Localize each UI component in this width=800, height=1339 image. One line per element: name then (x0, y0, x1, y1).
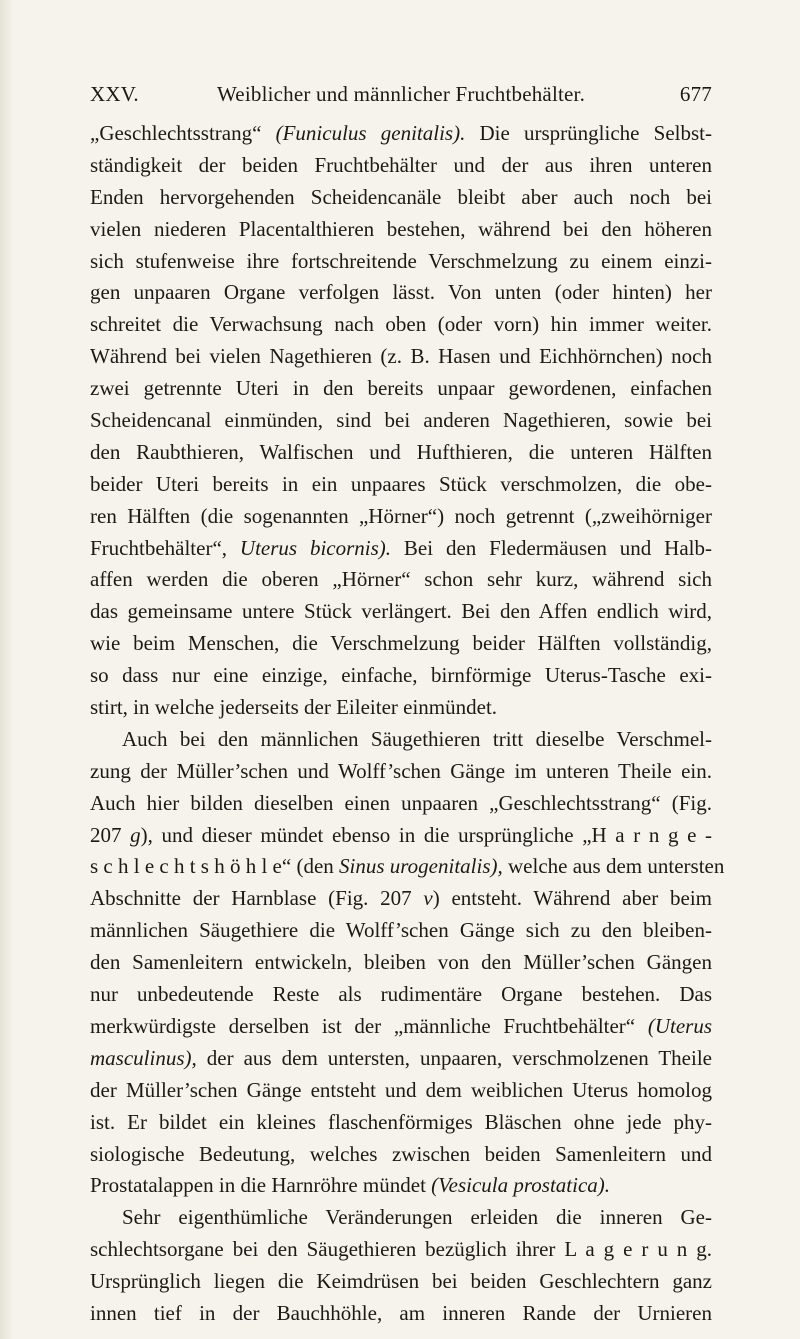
text-segment: schlechtsorgane bei den Säugethieren bezüglich ihrer L a g e r u n g. (90, 1237, 712, 1262)
text-segment: Prostatalappen in die Harnröhre mündet (90, 1173, 432, 1198)
running-title: Weiblicher und männlicher Fruchtbehälter. (216, 82, 586, 106)
text-line (90, 118, 712, 150)
text-segment: s c h l e c h t s h ö h l e“ (den (90, 854, 340, 879)
text-line (90, 724, 712, 756)
text-line (90, 1107, 712, 1139)
text-segment: so dass nur eine einzige, einfache, birnförmige Uterus-Tasche exi- (90, 663, 712, 688)
text-segment: das gemeinsame untere Stück verlängert. Bei den Affen endlich wird, (90, 599, 712, 624)
italic-text: v (423, 886, 433, 911)
text-segment: Bei den Fledermäusen und Halb- (391, 535, 712, 560)
text-segment: den Samenleitern entwickeln, bleiben von den Müller’schen Gängen (90, 950, 712, 975)
italic-text: masculinus), (90, 1045, 197, 1070)
text-line (90, 979, 712, 1011)
text-segment: beider Uteri bereits in ein unpaares Stück verschmolzen, die obe- (90, 471, 712, 496)
text-line (90, 596, 712, 628)
text-line (90, 437, 712, 469)
text-segment: affen werden die oberen „Hörner“ schon sehr kurz, während sich (90, 567, 712, 592)
text-segment: der Müller’schen Gänge entsteht und dem weiblichen Uterus homolog (90, 1077, 712, 1102)
text-line (90, 1075, 712, 1107)
text-line (90, 756, 712, 788)
text-segment: siologische Bedeutung, welches zwischen beiden Samenleitern und (90, 1141, 712, 1166)
text-line (90, 1139, 712, 1171)
text-segment: Auch hier bilden dieselben einen unpaaren „Geschlechtsstrang“ (Fig. (90, 790, 712, 815)
text-segment: Die ursprüngliche Selbst- (465, 121, 712, 145)
text-segment: ), und dieser mündet ebenso in die ursprüngliche „H a r n g e - (140, 822, 713, 847)
text-line (90, 915, 712, 947)
text-line (90, 405, 712, 437)
text-segment: schreitet die Verwachsung nach oben (oder vorn) hin immer weiter. (90, 312, 712, 337)
text-segment: nur unbedeutende Reste als rudimentäre Organe bestehen. Das (90, 982, 712, 1007)
running-header (90, 80, 712, 108)
text-line (90, 309, 712, 341)
text-segment: zwei getrennte Uteri in den bereits unpaar gewordenen, einfachen (90, 376, 712, 401)
text-line (90, 214, 712, 246)
text-line (90, 373, 712, 405)
text-line (90, 1298, 712, 1330)
text-line (90, 1043, 712, 1075)
text-line (90, 1011, 712, 1043)
text-line (90, 820, 712, 852)
text-line (90, 1234, 712, 1266)
text-line (90, 277, 712, 309)
text-line (90, 851, 725, 883)
text-segment: vielen niederen Placentalthieren bestehen, während bei den höheren (90, 216, 712, 241)
chapter-number: XXV. (90, 82, 139, 106)
text-segment: ständigkeit der beiden Fruchtbehälter und der aus ihren unteren (90, 152, 712, 177)
text-segment: ren Hälften (die sogenannten „Hörner“) noch getrennt („zweihörniger (90, 503, 712, 528)
text-segment: Scheidencanal einmünden, sind bei anderen Nagethieren, sowie bei (90, 408, 712, 433)
text-line (90, 1266, 712, 1298)
text-segment: den Raubthieren, Walfischen und Hufthieren, die unteren Hälften (90, 439, 712, 464)
text-segment: „Geschlechtsstrang“ (90, 121, 276, 145)
text-line (90, 341, 712, 373)
text-segment: Auch bei den männlichen Säugethieren tritt dieselbe Verschmel- (122, 726, 712, 751)
text-segment: wie beim Menschen, die Verschmelzung beider Hälften vollständig, (90, 631, 712, 656)
text-segment: 207 (90, 822, 131, 847)
text-line (90, 246, 712, 278)
text-segment: männlichen Säugethiere die Wolff’schen Gänge sich zu den bleiben- (90, 918, 712, 943)
text-segment: der aus dem untersten, unpaaren, verschmolzenen Theile (196, 1045, 712, 1070)
text-segment: innen tief in der Bauchhöhle, am inneren Rande der Urnieren (90, 1300, 712, 1325)
text-segment: Ursprünglich liegen die Keimdrüsen bei beiden Geschlechtern ganz (90, 1269, 712, 1294)
text-segment: gen unpaaren Organe verfolgen lässt. Von unten (oder hinten) her (90, 280, 712, 305)
text-segment: Fruchtbehälter“, (90, 535, 240, 560)
text-line (90, 150, 712, 182)
text-line (90, 947, 712, 979)
text-segment: ist. Er bildet ein kleines flaschenförmiges Bläschen ohne jede phy- (90, 1109, 712, 1134)
page-binding-shadow (0, 0, 14, 1339)
text-line (90, 788, 712, 820)
text-segment: Sehr eigenthümliche Veränderungen erleiden die inneren Ge- (122, 1205, 712, 1230)
text-segment: stirt, in welche jederseits der Eileiter einmündet. (90, 695, 498, 720)
text-segment: Abschnitte der Harnblase (Fig. 207 (90, 886, 424, 911)
text-line (90, 660, 712, 692)
italic-text: (Vesicula prostatica). (431, 1173, 611, 1198)
text-line (90, 1170, 712, 1202)
text-line (90, 564, 712, 596)
italic-text: Sinus urogenitalis), (339, 854, 503, 879)
text-line (90, 692, 712, 724)
text-line (90, 883, 712, 915)
italic-text: (Funiculus genitalis). (275, 121, 466, 145)
text-segment: Enden hervorgehenden Scheidencanäle bleibt aber auch noch bei (90, 184, 712, 209)
text-line (90, 182, 712, 214)
text-line (90, 628, 712, 660)
text-segment: merkwürdigste derselben ist der „männliche Fruchtbehälter“ (90, 1013, 648, 1038)
text-segment: ) entsteht. Während aber beim (432, 886, 712, 911)
text-segment: zung der Müller’schen und Wolff’schen Gänge im unteren Theile ein. (90, 758, 712, 783)
text-line (90, 469, 712, 501)
text-line (90, 501, 712, 533)
text-segment: sich stufenweise ihre fortschreitende Verschmelzung zu einem einzi- (90, 248, 712, 273)
italic-text: (Uterus (647, 1013, 712, 1038)
text-segment: welche aus dem untersten (502, 854, 725, 879)
italic-text: Uterus bicornis). (239, 535, 392, 560)
text-segment: Während bei vielen Nagethieren (z. B. Hasen und Eichhörnchen) noch (90, 344, 712, 369)
text-line (90, 1202, 712, 1234)
text-line (90, 533, 712, 565)
page-number: 677 (679, 82, 712, 106)
italic-text: g (130, 822, 141, 847)
body-text (90, 118, 725, 1330)
